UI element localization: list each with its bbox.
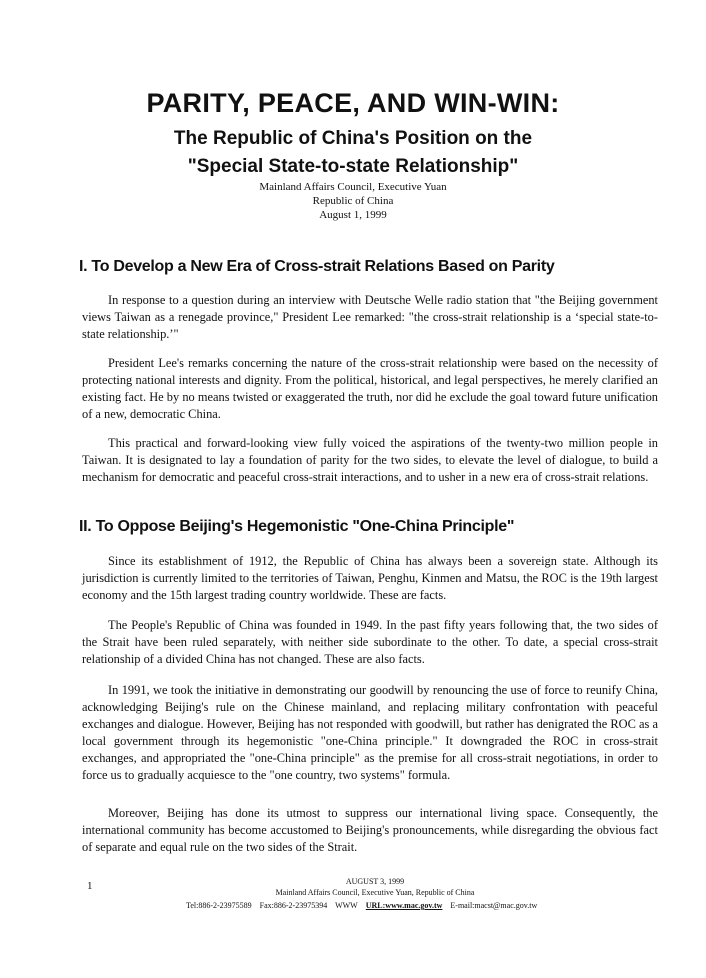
footer-url-link[interactable]: URL:www.mac.gov.tw	[365, 901, 443, 910]
footer-www-label: WWW	[335, 901, 358, 910]
paragraph: In 1991, we took the initiative in demonstrating our goodwill by renouncing the use of force to reunify China, acknowledging Beijing's rule on the Chinese mainland, and replacing military confrontation with peaceful exchanges and dialogue. However, Beijing has not responded with goodwill, but rather has denigrated the ROC as a local government through its hegemonistic "one-China principle." It downgraded the ROC in cross-strait exchanges, and appropriated the "one-China principle" as the premise for all cross-strait negotiations, in order to force us to gradually acquiesce to the "one country, two systems" formula.	[82, 683, 658, 782]
footer-tel: Tel:886-2-23975589	[186, 901, 252, 910]
footer-contact	[186, 901, 543, 910]
country-line: Republic of China	[312, 195, 394, 207]
paragraph: Since its establishment of 1912, the Republic of China has always been a sovereign state. Although its jurisdiction is currently limited to the territories of Taiwan, Penghu, Kinmen and Matsu, the ROC is the 19th largest economy and the 15th largest trading country worldwide. These are facts.	[82, 554, 658, 602]
author-line: Mainland Affairs Council, Executive Yuan	[259, 181, 447, 193]
page-number: 1	[87, 880, 93, 892]
paragraph: In response to a question during an interview with Deutsche Welle radio station that "the Beijing government views Taiwan as a renegade province," President Lee remarked: "the cross-strait relationship is a ‘special state-to-state relationship.’"	[82, 293, 658, 341]
section-heading-2: II. To Oppose Beijing's Hegemonistic "One-China Principle"	[79, 518, 515, 535]
paragraph: Moreover, Beijing has done its utmost to suppress our international living space. Consequently, the international community has become accustomed to Beijing's pronouncements, while disregarding the obvious fact of separate and equal rule on the two sides of the Strait.	[82, 806, 658, 854]
footer-fax: Fax:886-2-23975394	[259, 901, 328, 910]
document-subtitle-line1: The Republic of China's Position on the	[173, 128, 533, 149]
date-line: August 1, 1999	[319, 209, 387, 221]
document-subtitle-line2: "Special State-to-state Relationship"	[187, 156, 519, 177]
paragraph: This practical and forward-looking view fully voiced the aspirations of the twenty-two million people in Taiwan. It is designated to lay a foundation of parity for the two sides, to elevate the level of dialogue, to build a mechanism for democratic and peaceful cross-strait interactions, and to usher in a new era of cross-strait relations.	[82, 436, 658, 484]
footer-org: Mainland Affairs Council, Executive Yuan, Republic of China	[275, 888, 475, 897]
document-title: PARITY, PEACE, AND WIN-WIN:	[146, 88, 560, 118]
paragraph: The People's Republic of China was founded in 1949. In the past fifty years following that, the two sides of the Strait have been ruled separately, with neither side subordinate to the other. To date, a special cross-strait relationship of a divided China has not changed. These are also facts.	[82, 618, 658, 666]
footer-date: AUGUST 3, 1999	[345, 877, 405, 886]
paragraph: President Lee's remarks concerning the nature of the cross-strait relationship were based on the necessity of protecting national interests and dignity. From the political, historical, and legal perspectives, he merely clarified an existing fact. He by no means twisted or exaggerated the truth, nor did he exclude the goal toward future unification of a new, democratic China.	[82, 356, 658, 421]
section-heading-1: I. To Develop a New Era of Cross-strait Relations Based on Parity	[79, 258, 555, 275]
footer-email[interactable]: E-mail:macst@mac.gov.tw	[450, 901, 538, 910]
